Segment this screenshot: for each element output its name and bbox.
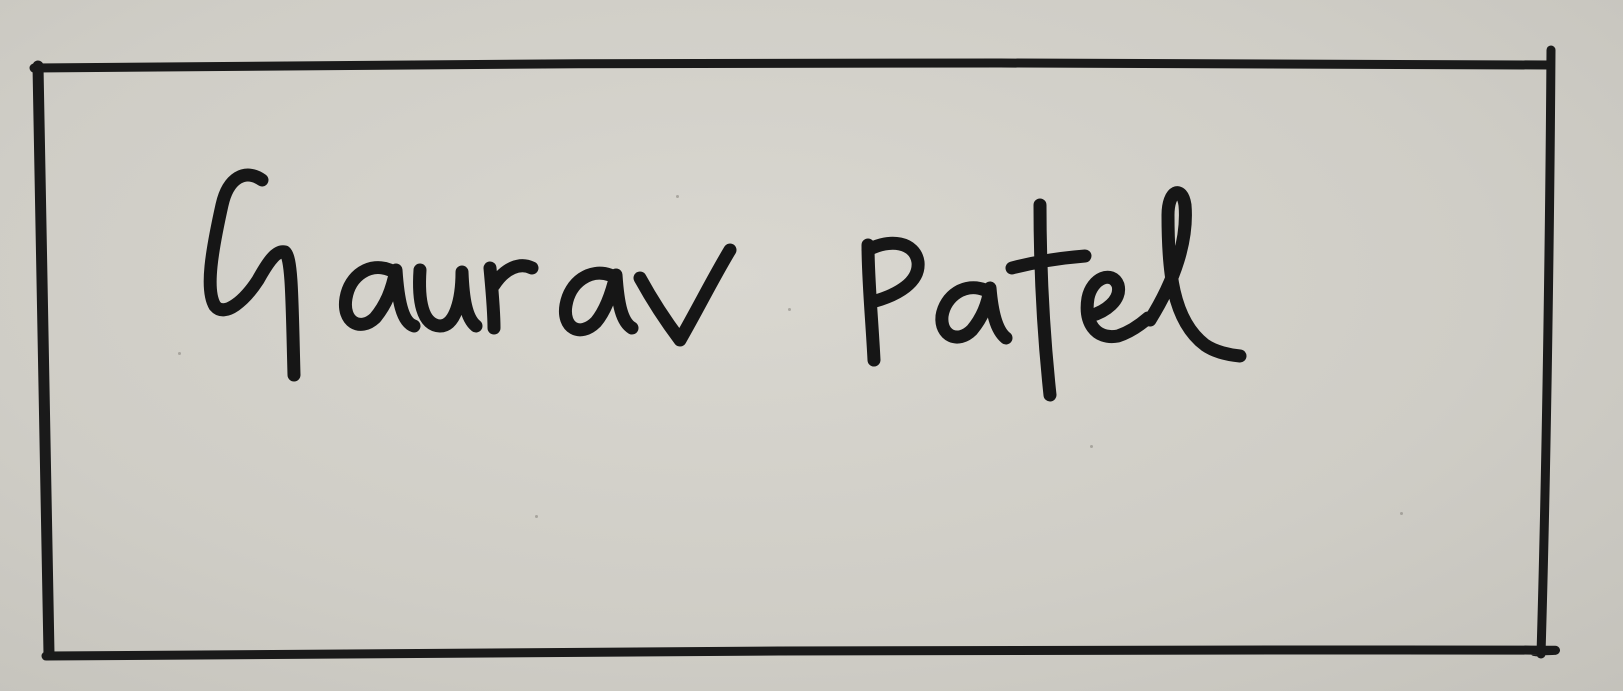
box-top-edge: [34, 63, 1550, 68]
box-border: [34, 50, 1555, 656]
signature-strokes: [210, 175, 1240, 395]
box-right-edge: [1541, 50, 1551, 654]
box-bottom-edge: [46, 650, 1555, 656]
box-left-edge: [38, 66, 49, 654]
